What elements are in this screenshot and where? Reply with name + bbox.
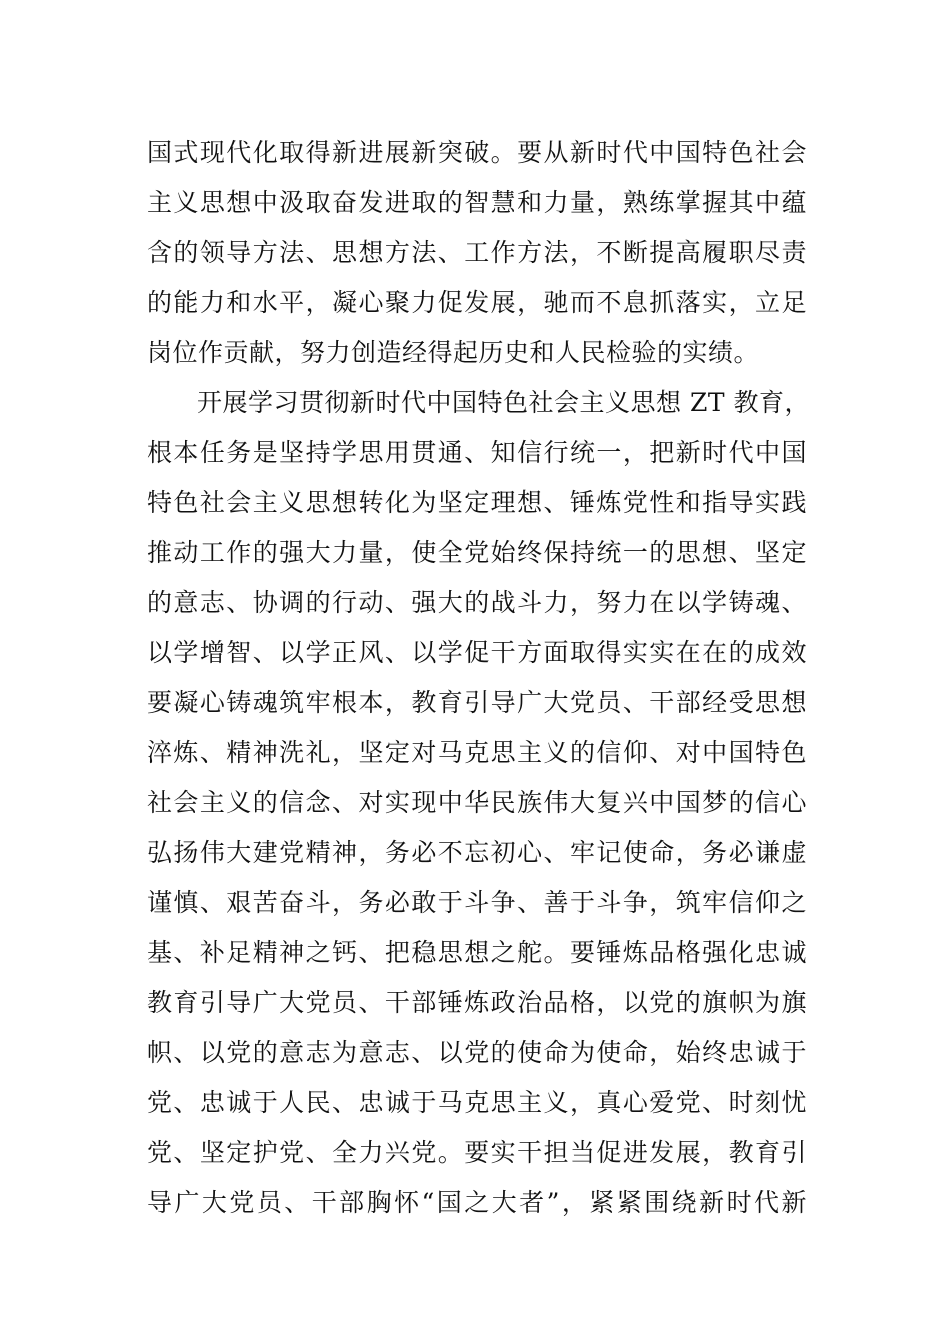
text-line: 主义思想中汲取奋发进取的智慧和力量，熟练掌握其中蕴	[147, 188, 807, 217]
text-line: 岗位作贡献，努力创造经得起历史和人民检验的实绩。	[147, 338, 760, 367]
text-line: 导广大党员、干部胸怀“国之大者”，紧紧围绕新时代新	[147, 1188, 807, 1217]
text-line: 的意志、协调的行动、强大的战斗力，努力在以学铸魂、	[147, 588, 807, 617]
text-line: 党、忠诚于人民、忠诚于马克思主义，真心爱党、时刻忧	[147, 1088, 807, 1117]
text-line: 以学增智、以学正风、以学促干方面取得实实在在的成效	[147, 638, 807, 667]
text-line: 党、坚定护党、全力兴党。要实干担当促进发展，教育引	[147, 1138, 807, 1167]
body-text	[147, 128, 810, 1228]
paragraph-start-line: 开展学习贯彻新时代中国特色社会主义思想 ZT 教育，	[197, 388, 810, 417]
text-line: 社会主义的信念、对实现中华民族伟大复兴中国梦的信心	[147, 788, 807, 817]
text-line: 教育引导广大党员、干部锤炼政治品格，以党的旗帜为旗	[147, 988, 807, 1017]
text-line: 推动工作的强大力量，使全党始终保持统一的思想、坚定	[147, 538, 807, 567]
text-line: 特色社会主义思想转化为坚定理想、锤炼党性和指导实践	[147, 488, 807, 517]
text-line: 含的领导方法、思想方法、工作方法，不断提高履职尽责	[147, 238, 807, 267]
text-line: 帜、以党的意志为意志、以党的使命为使命，始终忠诚于	[147, 1038, 807, 1067]
text-line: 要凝心铸魂筑牢根本，教育引导广大党员、干部经受思想	[147, 688, 807, 717]
text-line: 谨慎、艰苦奋斗，务必敢于斗争、善于斗争，筑牢信仰之	[147, 888, 807, 917]
text-line: 根本任务是坚持学思用贯通、知信行统一，把新时代中国	[147, 438, 807, 467]
text-line: 基、补足精神之钙、把稳思想之舵。要锤炼品格强化忠诚	[147, 938, 807, 967]
text-line: 的能力和水平，凝心聚力促发展，驰而不息抓落实，立足	[147, 288, 807, 317]
text-line: 弘扬伟大建党精神，务必不忘初心、牢记使命，务必谦虚	[147, 838, 807, 867]
text-line: 国式现代化取得新进展新突破。要从新时代中国特色社会	[147, 138, 807, 167]
text-line: 淬炼、精神洗礼，坚定对马克思主义的信仰、对中国特色	[147, 738, 807, 767]
